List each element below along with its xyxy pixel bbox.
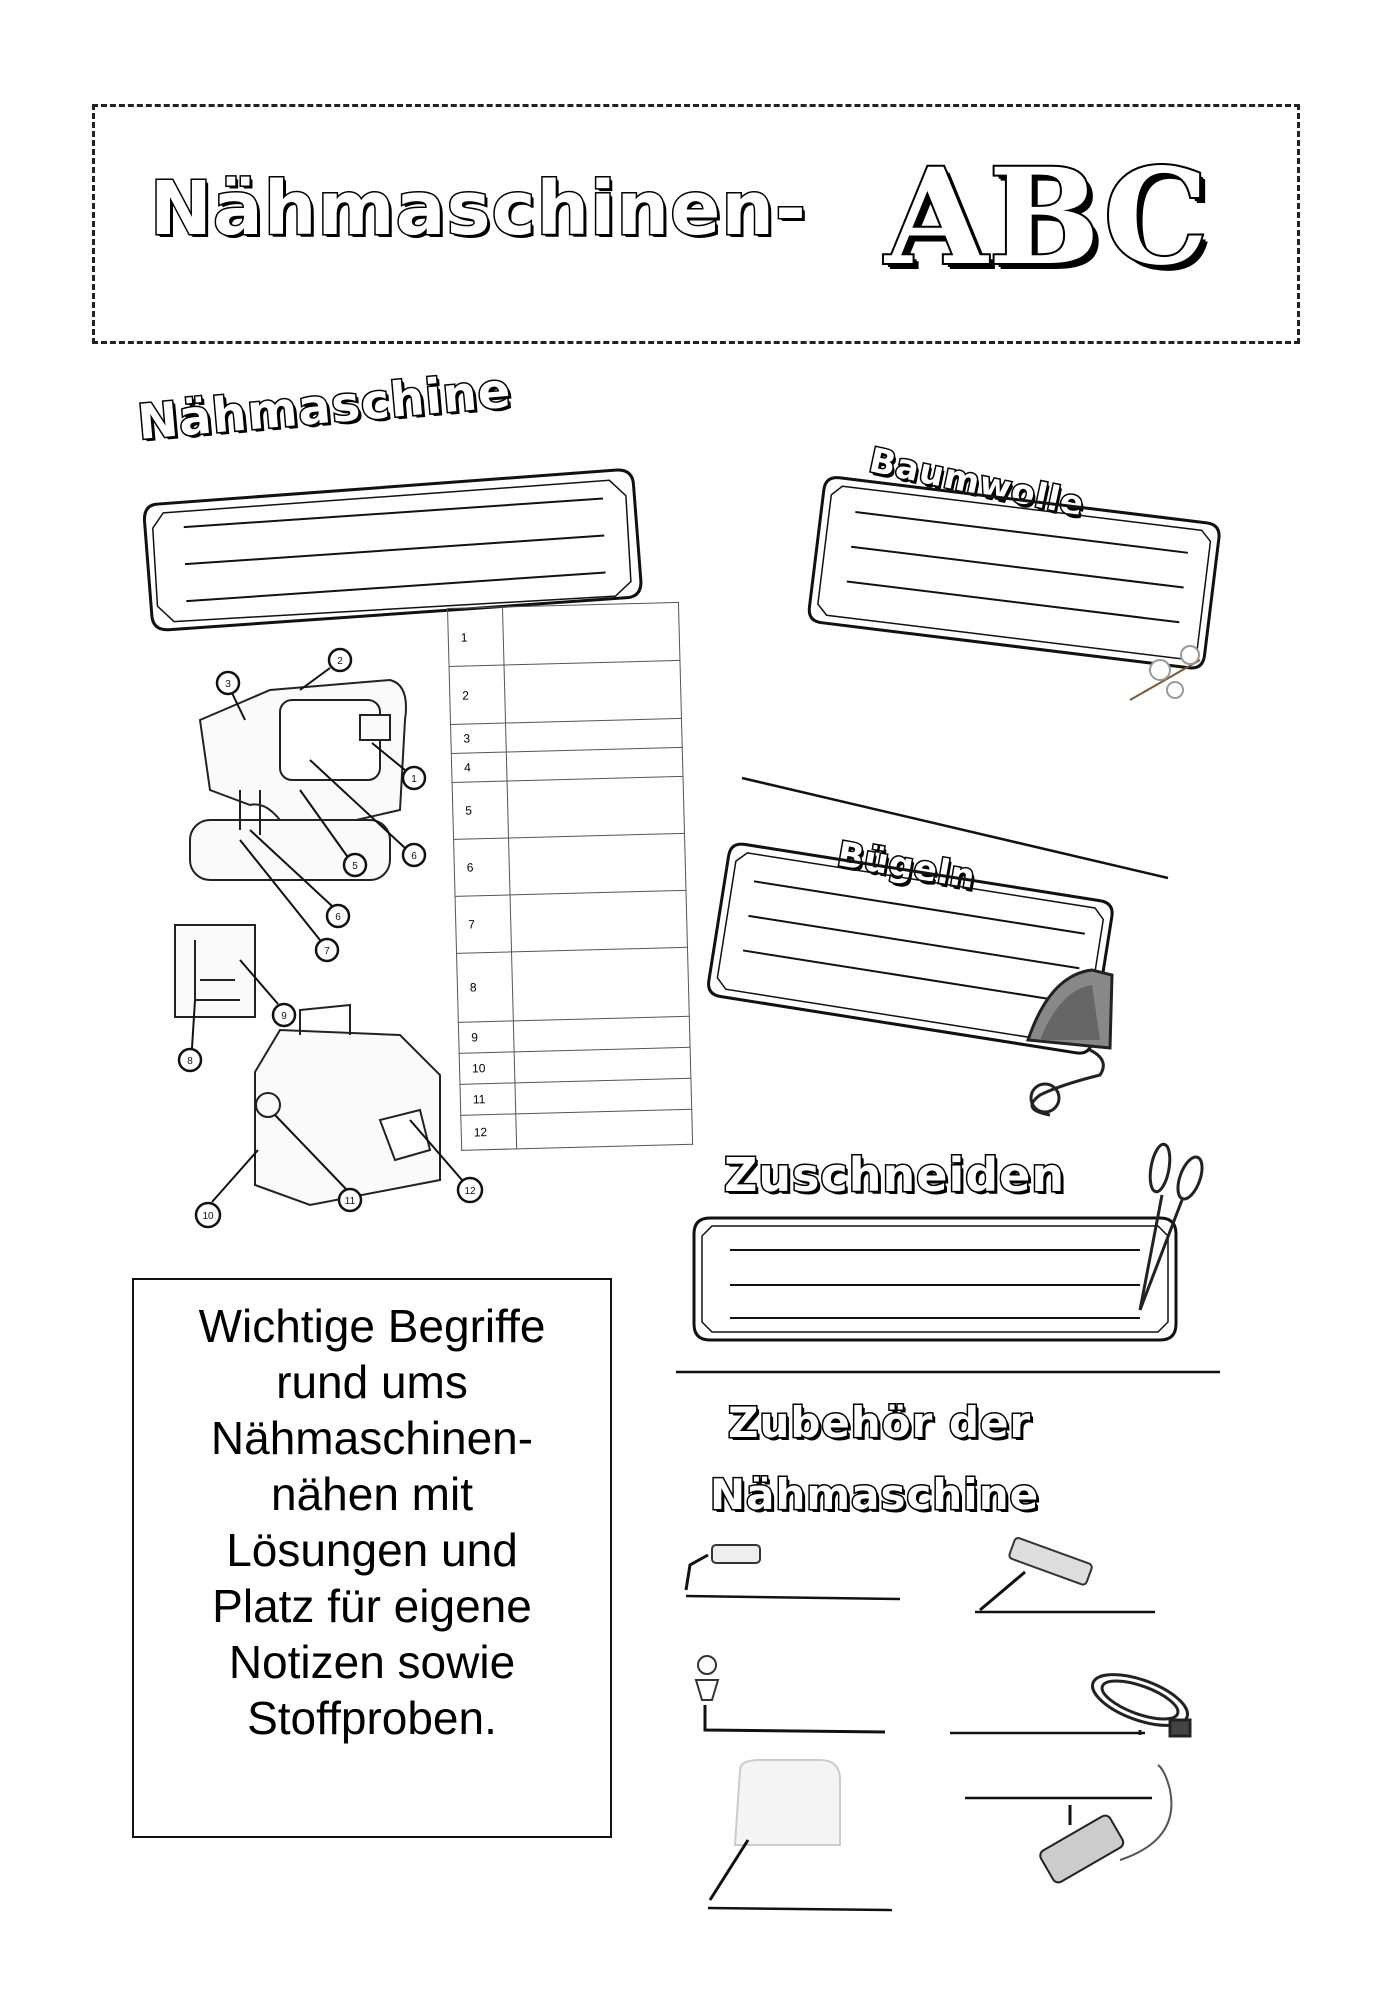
table-cell-answer[interactable] — [515, 1078, 692, 1114]
note-line: Platz für eigene — [212, 1580, 532, 1632]
write-box-baumwolle — [808, 476, 1221, 669]
table-cell-answer[interactable] — [506, 747, 683, 781]
parts-table — [447, 602, 693, 1151]
info-note-box — [132, 1278, 612, 1838]
heading-buegeln: Bügeln — [834, 834, 979, 898]
callout-6b: 6 — [335, 912, 341, 923]
presser-foot-illustration — [175, 925, 255, 1017]
heading-zubehoer-line1: Zubehör der — [728, 1398, 1032, 1447]
table-cell-answer[interactable] — [513, 1016, 690, 1052]
table-cell-answer[interactable] — [512, 947, 690, 1021]
note-line: nähen mit — [270, 1468, 473, 1520]
accessory-dust-cover-icon — [710, 1760, 840, 1900]
table-cell-number: 11 — [460, 1083, 516, 1115]
table-cell-answer[interactable] — [504, 660, 681, 723]
table-row — [457, 947, 690, 1022]
table-cell-answer[interactable] — [506, 718, 683, 752]
page-title-abc: ABC — [885, 140, 1210, 295]
sewing-machine-side-illustration — [255, 1005, 440, 1205]
table-cell-number: 6 — [454, 838, 510, 896]
divider-buegeln — [742, 778, 1168, 878]
note-line: Nähmaschinen- — [210, 1412, 534, 1464]
table-row — [448, 602, 680, 666]
table-row — [455, 890, 687, 953]
table-cell-number: 7 — [455, 895, 511, 953]
table-cell-answer[interactable] — [514, 1047, 691, 1083]
note-line: Lösungen und — [226, 1524, 518, 1576]
accessory-line-1 — [686, 1596, 900, 1599]
table-cell-number: 3 — [451, 723, 507, 753]
table-cell-number: 8 — [457, 952, 514, 1022]
table-cell-number: 9 — [458, 1021, 514, 1053]
table-row — [454, 833, 686, 896]
callout-12: 12 — [464, 1186, 476, 1197]
table-cell-answer[interactable] — [502, 602, 679, 665]
callout-10: 10 — [202, 1211, 214, 1222]
note-line: rund ums — [276, 1356, 468, 1408]
table-cell-number: 4 — [451, 752, 507, 782]
callout-7: 7 — [324, 946, 330, 957]
heading-naehmaschine: Nähmaschine — [135, 362, 514, 451]
callout-3: 3 — [225, 679, 231, 690]
table-cell-answer[interactable] — [516, 1109, 693, 1149]
note-line: Notizen sowie — [228, 1636, 516, 1688]
table-cell-number: 12 — [461, 1114, 517, 1150]
accessory-presser-foot-icon — [686, 1545, 760, 1590]
callout-11: 11 — [344, 1196, 356, 1207]
heading-zuschneiden: Zuschneiden — [724, 1148, 1066, 1202]
callout-6: 6 — [411, 851, 417, 862]
accessory-foot-pedal-icon — [1038, 1765, 1171, 1885]
callout-5: 5 — [352, 861, 358, 872]
page-title: Nähmaschinen- — [150, 166, 807, 252]
callout-1: 1 — [411, 774, 417, 785]
accessory-power-cord-icon — [1086, 1664, 1194, 1736]
note-line: Wichtige Begriffe — [198, 1300, 546, 1352]
callout-9: 9 — [281, 1011, 287, 1022]
write-box-zuschneiden — [694, 1218, 1176, 1340]
sewing-machine-illustration — [190, 680, 406, 880]
table-cell-answer[interactable] — [507, 776, 684, 838]
table-cell-number: 1 — [448, 607, 504, 666]
note-line: Stoffproben. — [247, 1692, 497, 1744]
table-cell-number: 10 — [459, 1052, 515, 1084]
callout-8: 8 — [187, 1056, 193, 1067]
accessory-buttonhole-foot-icon — [980, 1537, 1093, 1610]
table-cell-answer[interactable] — [510, 890, 687, 952]
callout-2: 2 — [337, 656, 343, 667]
iron-icon — [1028, 970, 1112, 1115]
table-cell-number: 2 — [449, 665, 505, 724]
table-cell-number: 5 — [452, 781, 508, 839]
heading-baumwolle: Baumwolle — [865, 440, 1089, 526]
heading-zubehoer-line2: Nähmaschine — [710, 1470, 1040, 1519]
table-row — [452, 776, 684, 839]
table-row — [461, 1109, 693, 1150]
accessory-bobbin-holder-icon — [696, 1656, 885, 1732]
table-row — [449, 660, 681, 724]
accessory-line-5 — [708, 1908, 892, 1910]
table-cell-answer[interactable] — [509, 833, 686, 895]
